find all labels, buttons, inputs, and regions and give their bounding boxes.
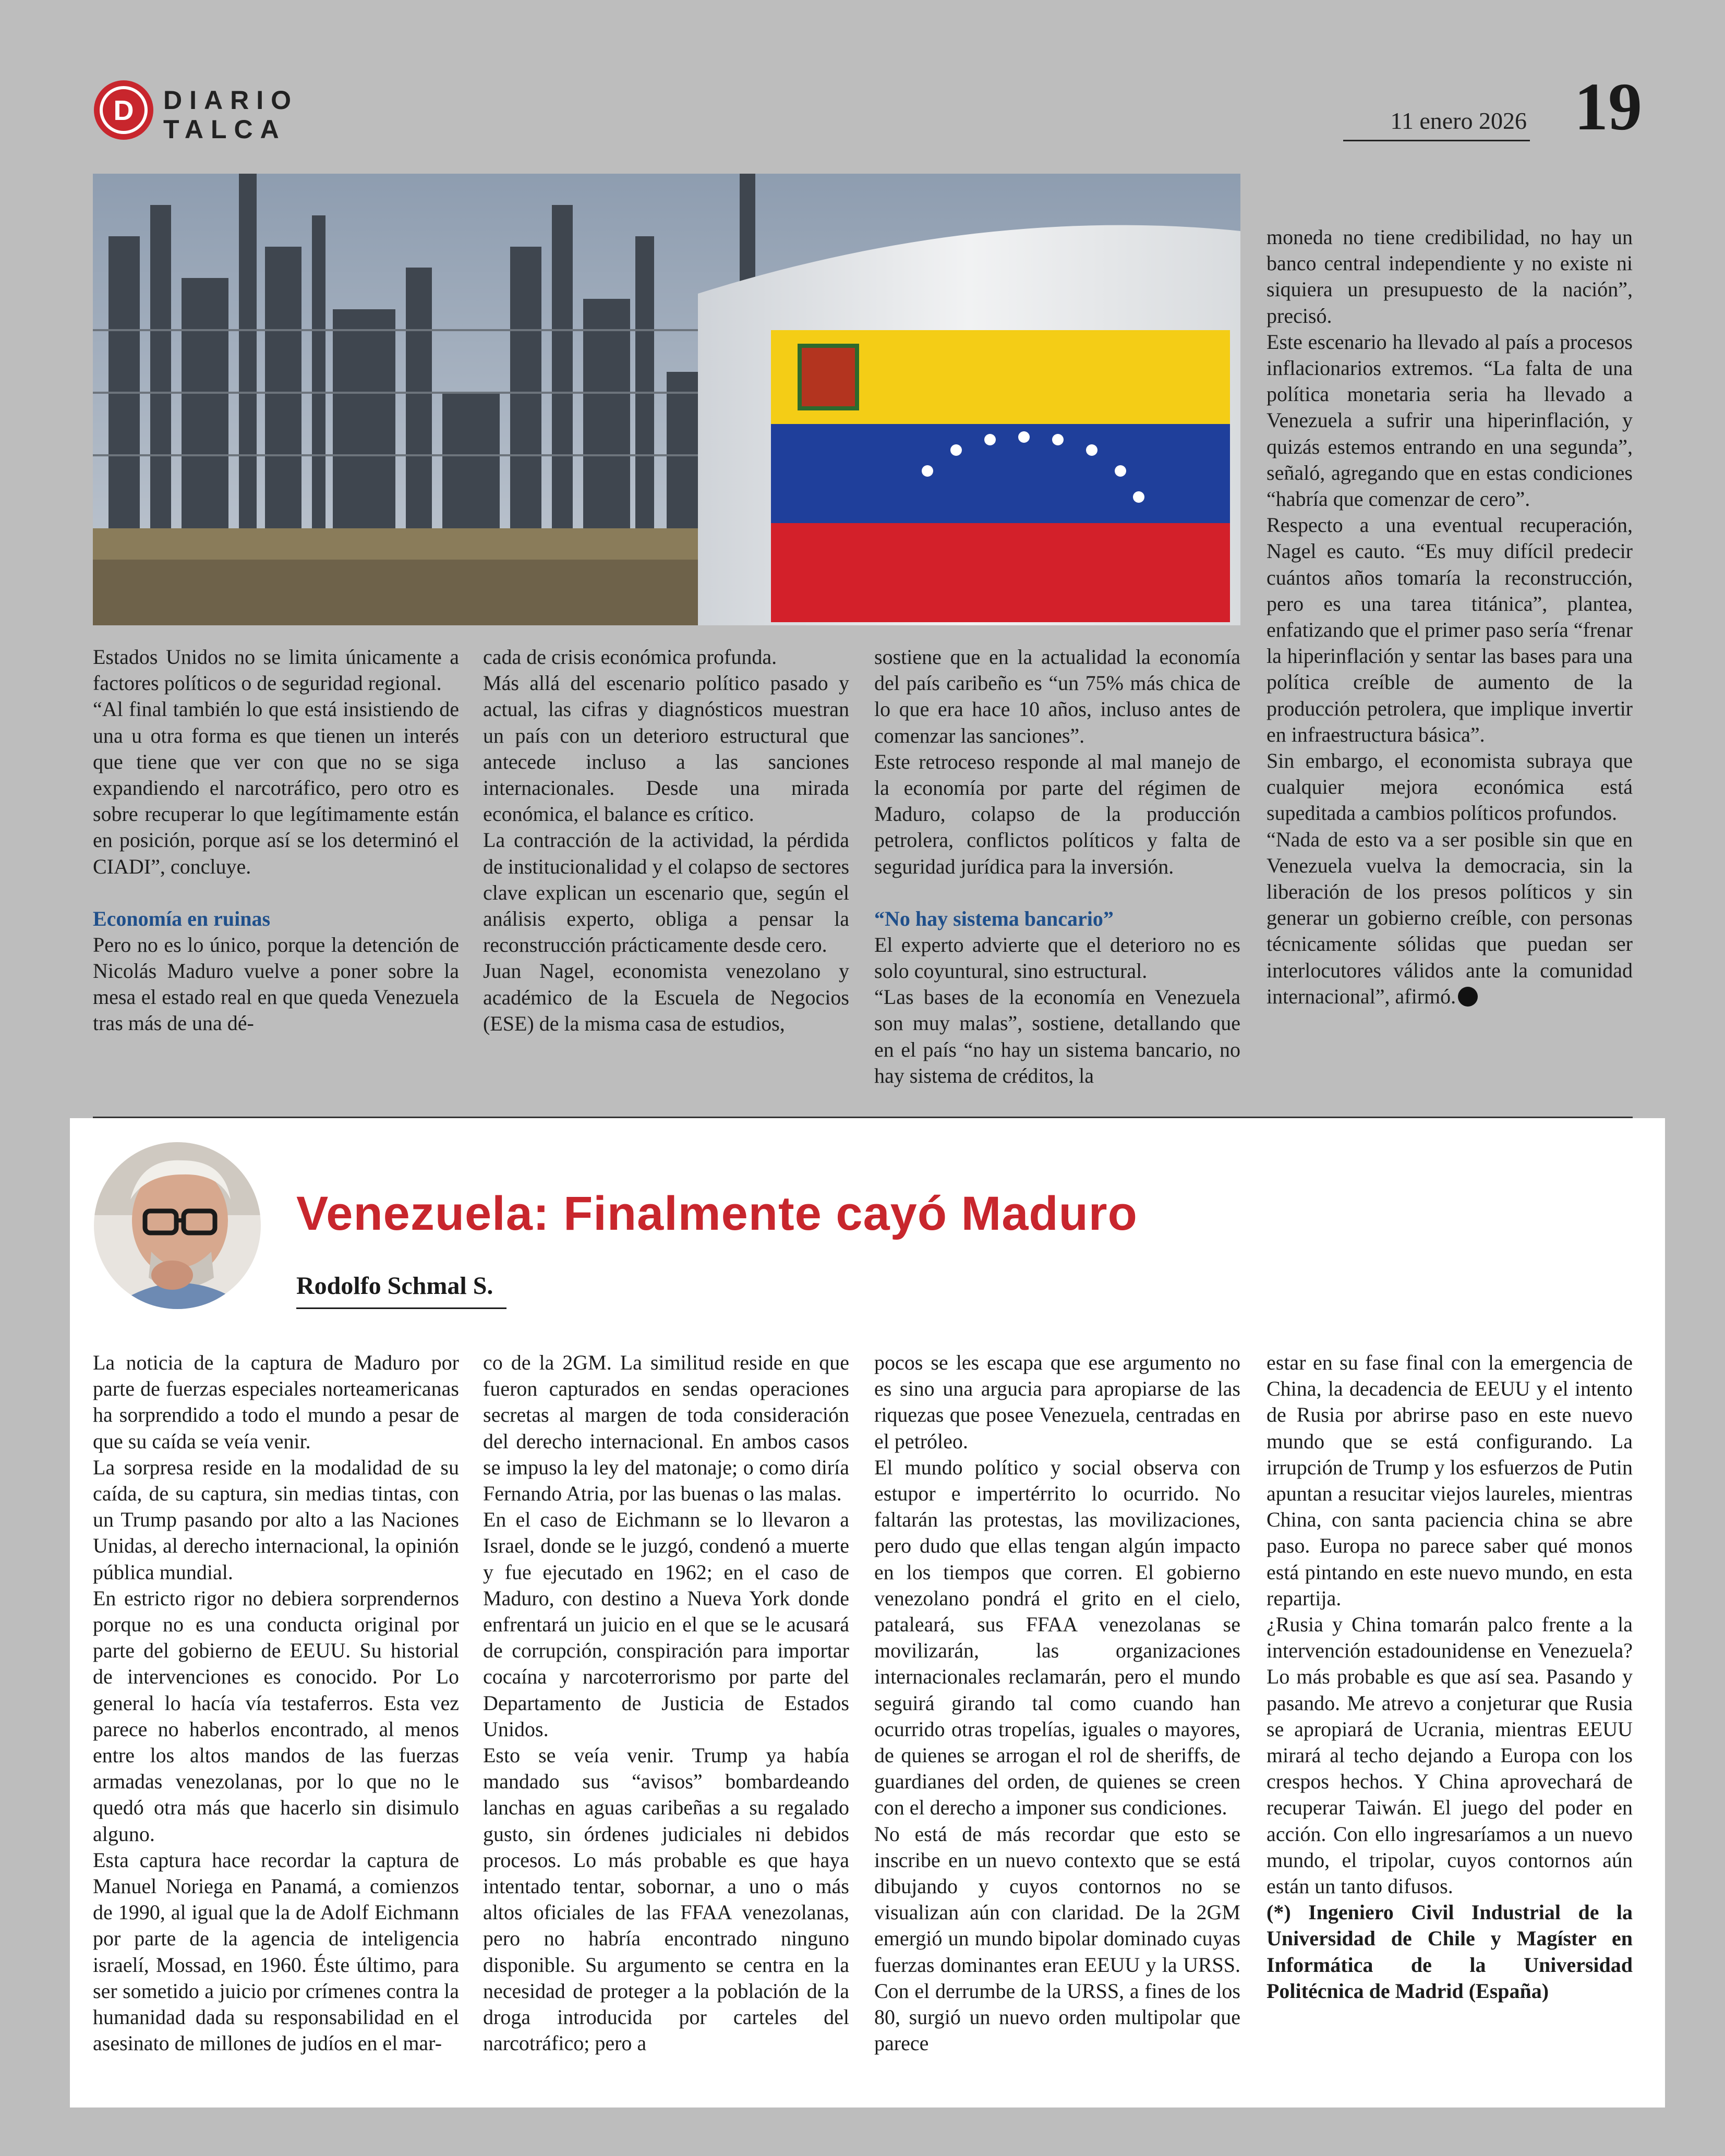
author-portrait-icon <box>94 1142 261 1309</box>
author-bio: (*) Ingeniero Civil Industrial de la Universidad de Chile y Magíster en Informática de la Universidad Politécnica de Madrid (España) <box>1266 1900 1633 2003</box>
paragraph: En el caso de Eichmann se lo llevaron a Israel, donde se le juzgó, condenó a muerte y fue ejecutado en 1962; en el caso de Maduro, con destino a Nueva York donde enfrentará un juicio en el que se le acusará de corrupción, conspiración para importar cocaína y narcoterrorismo por parte del Departamento de Justicia de Estados Unidos. <box>483 1508 849 1741</box>
subheading-economia: Economía en ruinas <box>93 906 271 930</box>
article-column-1 <box>93 644 459 1037</box>
paragraph: El experto advierte que el deterioro no es solo coyuntural, sino estructural. <box>874 932 1240 983</box>
paragraph: estar en su fase final con la emergencia de China, la decadencia de EEUU y el intento de Rusia por abrirse paso en este nuevo mundo que se está configurando. La irrupción de Trump y los esfuerzos de Putin apuntan a resucitar viejos laureles, mientras China, con santa paciencia china se abre paso. Europa no parece saber qué monos está pintando en este nuevo mundo, en esta repartija. <box>1266 1351 1633 1610</box>
logo-line-2: TALCA <box>163 115 286 144</box>
masthead <box>93 79 312 144</box>
issue-date: 11 enero 2026 <box>1390 107 1527 134</box>
paragraph: Sin embargo, el economista subraya que cualquier mejora económica está supeditada a cambios políticos profundos. <box>1266 749 1633 825</box>
opinion-title: Venezuela: Finalmente cayó Maduro <box>296 1187 1138 1240</box>
paragraph: co de la 2GM. La similitud reside en que fueron capturados en sendas operaciones secretas al margen de toda consideración del derecho internacional. En ambos casos se impuso la ley del matonaje; o como diría Fernando Atria, por las buenas o las malas. <box>483 1351 849 1506</box>
refinery-with-venezuelan-flag-photo-icon <box>93 174 1240 625</box>
opinion-column-3 <box>874 1350 1240 2056</box>
paragraph: Estados Unidos no se limita únicamente a factores políticos o de seguridad regional. <box>93 645 459 695</box>
paragraph: Este escenario ha llevado al país a procesos inflacionarios extremos. “La falta de una política monetaria seria ha llevado a Venezuela a sufrir una hiperinflación, y quizás estemos entrando en una segunda”, señaló, agregando que en estas condiciones “habría que comenzar de cero”. <box>1266 330 1633 511</box>
opinion-author: Rodolfo Schmal S. <box>296 1271 506 1309</box>
paragraph: sostiene que en la actualidad la economía del país caribeño es “un 75% más chica de lo que era hace 10 años, incluso antes de comenzar las sanciones”. <box>874 645 1240 747</box>
article-column-4 <box>1266 224 1633 1010</box>
paragraph: La noticia de la captura de Maduro por parte de fuerzas especiales norteamericanas ha sorprendido a todo el mundo a pesar de que su caída se veía venir. <box>93 1351 459 1453</box>
end-of-article-dot-icon <box>1458 987 1478 1007</box>
author-photo <box>94 1142 261 1309</box>
final-text: “Nada de esto va a ser posible sin que en Venezuela vuelva la democracia, sin la liberación de los presos políticos y sin generar un gobierno creíble, con personas técnicamente sólidas que puedan ser interlocutores válidos ante la comunidad internacional”, afirmó. <box>1266 827 1633 1008</box>
page-number: 19 <box>1574 69 1642 144</box>
article-column-3 <box>874 644 1240 1089</box>
logo-line-1: DIARIO <box>163 86 298 115</box>
logo-letter: D <box>113 95 134 126</box>
article-column-2 <box>483 644 849 1037</box>
paragraph: “Al final también lo que está insistiendo de una u otra forma es que tienen un interés que tiene que ver con que no se siga expandiendo el narcotráfico, pero otro es sobre recuperar lo que legítimamente están en posición, porque así se los determinó el CIADI”, concluye. <box>93 697 459 878</box>
opinion-column-2 <box>483 1350 849 2056</box>
subheading-sistema-bancario: “No hay sistema bancario” <box>874 906 1114 930</box>
diario-talca-logo-icon <box>93 79 154 141</box>
paragraph: La sorpresa reside en la modalidad de su caída, de su captura, sin medias tintas, con un Trump pasando por alto a las Naciones Unidas, al derecho internacional, la opinión pública mundial. <box>93 1455 459 1584</box>
refinery-photo <box>93 174 1240 625</box>
paragraph: pocos se les escapa que ese argumento no es sino una argucia para apropiarse de las riquezas que posee Venezuela, centradas en el petróleo. <box>874 1351 1240 1453</box>
paragraph: El mundo político y social observa con estupor e impertérrito lo ocurrido. No faltarán las protestas, las movilizaciones, pero dudo que ellas tengan algún impacto en los tiempos que corren. El gobierno venezolano pondrá el grito en el cielo, pataleará, sus FFAA venezolanas se movilizarán, las organizaciones internacionales reclamarán, pero el mundo seguirá girando tal como cuando han ocurrido otras tropelías, iguales o mayores, de quienes se arrogan el rol de sheriffs, de guardianes del orden, de quienes se creen con el derecho a imponer sus condiciones. <box>874 1455 1240 1820</box>
logo-wordmark <box>163 86 298 144</box>
opinion-column-1 <box>93 1350 459 2056</box>
paragraph: Juan Nagel, economista venezolano y académico de la Escuela de Negocios (ESE) de la misma casa de estudios, <box>483 959 849 1035</box>
paragraph: Respecto a una eventual recuperación, Nagel es cauto. “Es muy difícil predecir cuántos años tomaría la reconstrucción, pero es una tarea titánica”, plantea, enfatizando que el primer paso sería “frenar la hiperinflación y sentar las bases para una política creíble de aumento de la producción petrolera, que implique invertir en infraestructura básica”. <box>1266 513 1633 746</box>
paragraph: En estricto rigor no debiera sorprendernos porque no es una conducta original por parte del gobierno de EEUU. Su historial de intervenciones es conocido. Por Lo general lo hacía vía testaferros. Esta vez parece no haberlos encontrado, al menos entre los altos mandos de las fuerzas armadas venezolanas, por lo que no le quedó otra más que hacerlo sin disimulo alguno. <box>93 1586 459 1846</box>
paragraph: moneda no tiene credibilidad, no hay un banco central independiente y no existe ni siquiera un presupuesto de la nación”, precisó. <box>1266 225 1633 328</box>
paragraph: No está de más recordar que esto se inscribe en un nuevo contexto que se está dibujando y cuyos contornos no se visualizan aún con claridad. De la 2GM emergió un mundo bipolar dominado cuyas fuerzas dominantes eran EEUU y la URSS. Con el derrumbe de la URSS, a fines de los 80, surgió un nuevo orden multipolar que parece <box>874 1822 1240 2055</box>
date-underline <box>1343 140 1530 141</box>
paragraph: La contracción de la actividad, la pérdida de institucionalidad y el colapso de sectores clave explican un escenario que, según el análisis experto, obliga a pensar la reconstrucción prácticamente desde cero. <box>483 828 850 957</box>
paragraph: Esta captura hace recordar la captura de Manuel Noriega en Panamá, a comienzos de 1990, al igual que la de Adolf Eichmann por parte de la agencia de inteligencia israelí, Mossad, en 1960. Éste último, para ser sometido a juicio por crímenes contra la humanidad dada su responsabilidad en el asesinato de millones de judíos en el mar- <box>93 1848 459 2055</box>
opinion-column-4 <box>1266 1350 1633 2004</box>
paragraph: Pero no es lo único, porque la detención de Nicolás Maduro vuelve a poner sobre la mesa el estado real en que queda Venezuela tras más de una dé- <box>93 932 459 1035</box>
paragraph: Más allá del escenario político pasado y actual, las cifras y diagnósticos muestran un país con un deterioro estructural que antecede incluso a las sanciones internacionales. Desde una mirada económica, el balance es crítico. <box>483 671 849 826</box>
paragraph: Esto se veía venir. Trump ya había mandado sus “avisos” bombardeando lanchas en aguas caribeñas a su regalado gusto, sin órdenes judiciales ni debidos procesos. Lo más probable es que haya intentado tentar, sobornar, a uno o más altos oficiales de las FFAA venezolanas, pero no habría encontrado ninguno disponible. Su argumento se centra en la necesidad de proteger a la población de la droga introducida por carteles del narcotráfico; pero a <box>483 1743 849 2055</box>
paragraph: “Las bases de la economía en Venezuela son muy malas”, sostiene, detallando que en el país “no hay un sistema bancario, no hay sistema de créditos, la <box>874 985 1240 1087</box>
paragraph: Este retroceso responde al mal manejo de la economía por parte del régimen de Maduro, colapso de la producción petrolera, conflictos políticos y falta de seguridad jurídica para la inversión. <box>874 749 1240 878</box>
paragraph-final <box>1266 827 1633 1010</box>
paragraph: ¿Rusia y China tomarán palco frente a la intervención estadounidense en Venezuela? Lo más probable es que así sea. Pasando y pasando. Me atrevo a conjeturar que Rusia se apropiará de Ucrania, mientras EEUU mirará al techo dejando a Europa con los crespos hechos. Y China aprovechará de recuperar Taiwán. El juego del poder en acción. Con ello ingresaríamos a un nuevo mundo, el tripolar, cuyos contornos aún están un tanto difusos. <box>1266 1613 1633 1898</box>
paragraph: cada de crisis económica profunda. <box>483 645 777 669</box>
